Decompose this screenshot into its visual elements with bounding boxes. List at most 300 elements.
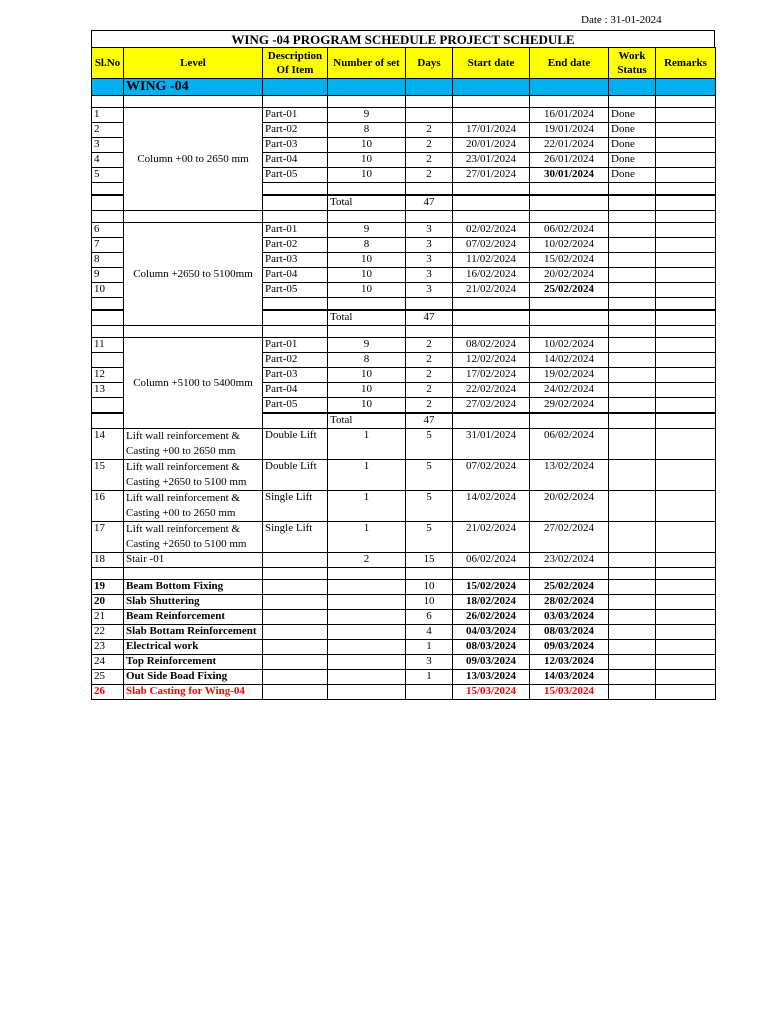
empty-cell (124, 568, 263, 580)
empty-cell (453, 568, 530, 580)
remarks-cell (656, 640, 716, 655)
work-status-cell (609, 223, 656, 238)
table-row (92, 108, 716, 123)
empty-cell (92, 326, 124, 338)
days-cell: 6 (406, 610, 453, 625)
empty-cell (530, 413, 609, 429)
empty-cell (328, 326, 406, 338)
start-date-cell: 18/02/2024 (453, 595, 530, 610)
number-of-set-cell: 8 (328, 353, 406, 368)
slab-row (92, 595, 716, 610)
remarks-cell (656, 491, 716, 522)
sl-no-cell: 26 (92, 685, 124, 700)
empty-cell (328, 568, 406, 580)
description-cell: Part-01 (263, 338, 328, 353)
remarks-cell (656, 123, 716, 138)
sl-no-cell: 10 (92, 283, 124, 298)
number-of-set-cell: 10 (328, 368, 406, 383)
start-date-cell: 07/02/2024 (453, 460, 530, 491)
remarks-cell (656, 283, 716, 298)
days-cell: 5 (406, 522, 453, 553)
level-cell: Column +00 to 2650 mm (124, 108, 263, 211)
start-date-cell: 21/02/2024 (453, 522, 530, 553)
description-cell: Part-04 (263, 268, 328, 283)
empty-cell (124, 326, 263, 338)
work-status-cell (609, 625, 656, 640)
empty-cell (406, 568, 453, 580)
days-cell: 5 (406, 491, 453, 522)
description-cell: Part-02 (263, 123, 328, 138)
end-date-cell: 28/02/2024 (530, 595, 609, 610)
lift-row (92, 460, 716, 491)
number-of-set-cell: 10 (328, 138, 406, 153)
total-label: Total (328, 413, 406, 429)
level-cell: Top Reinforcement (124, 655, 263, 670)
level-cell: Lift wall reinforcement & Casting +2650 to 5100 mm (124, 460, 263, 491)
sl-no-cell (92, 353, 124, 368)
header-start-date: Start date (453, 48, 530, 79)
sl-no-cell: 19 (92, 580, 124, 595)
days-cell: 5 (406, 429, 453, 460)
end-date-cell: 25/02/2024 (530, 580, 609, 595)
remarks-cell (656, 223, 716, 238)
empty-cell (453, 183, 530, 196)
work-status-cell (609, 253, 656, 268)
level-cell: Electrical work (124, 640, 263, 655)
description-cell: Single Lift (263, 491, 328, 522)
level-cell: Lift wall reinforcement & Casting +00 to 2650 mm (124, 429, 263, 460)
empty-cell (263, 310, 328, 326)
sheet-title: WING -04 PROGRAM SCHEDULE PROJECT SCHEDULE (91, 30, 715, 47)
slab-row (92, 625, 716, 640)
number-of-set-cell (328, 610, 406, 625)
start-date-cell: 06/02/2024 (453, 553, 530, 568)
empty-cell (530, 326, 609, 338)
sl-no-cell: 2 (92, 123, 124, 138)
end-date-cell: 23/02/2024 (530, 553, 609, 568)
empty-cell (453, 211, 530, 223)
work-status-cell (609, 383, 656, 398)
number-of-set-cell: 8 (328, 123, 406, 138)
sl-no-cell: 9 (92, 268, 124, 283)
end-date-cell: 15/02/2024 (530, 253, 609, 268)
end-date-cell: 25/02/2024 (530, 283, 609, 298)
sl-no-cell: 8 (92, 253, 124, 268)
number-of-set-cell: 10 (328, 253, 406, 268)
days-cell: 2 (406, 138, 453, 153)
work-status-cell (609, 283, 656, 298)
schedule-sheet (91, 30, 715, 700)
level-cell: Slab Casting for Wing-04 (124, 685, 263, 700)
end-date-cell: 16/01/2024 (530, 108, 609, 123)
remarks-cell (656, 138, 716, 153)
sl-no-cell: 12 (92, 368, 124, 383)
spacer-row (92, 96, 716, 108)
description-cell: Double Lift (263, 460, 328, 491)
end-date-cell: 10/02/2024 (530, 238, 609, 253)
start-date-cell: 04/03/2024 (453, 625, 530, 640)
description-cell (263, 625, 328, 640)
wing-row (92, 79, 716, 96)
empty-cell (263, 96, 328, 108)
level-cell: Lift wall reinforcement & Casting +00 to 2650 mm (124, 491, 263, 522)
days-cell: 2 (406, 168, 453, 183)
days-cell: 3 (406, 283, 453, 298)
work-status-cell (609, 553, 656, 568)
total-value: 47 (406, 195, 453, 211)
empty-cell (453, 413, 530, 429)
empty-cell (609, 326, 656, 338)
end-date-cell: 08/03/2024 (530, 625, 609, 640)
header-remarks: Remarks (656, 48, 716, 79)
number-of-set-cell: 8 (328, 238, 406, 253)
spacer-row (92, 568, 716, 580)
work-status-cell (609, 610, 656, 625)
number-of-set-cell: 1 (328, 491, 406, 522)
work-status-cell (609, 268, 656, 283)
end-date-cell: 19/02/2024 (530, 368, 609, 383)
number-of-set-cell: 1 (328, 429, 406, 460)
start-date-cell: 08/02/2024 (453, 338, 530, 353)
days-cell: 1 (406, 640, 453, 655)
start-date-cell: 22/02/2024 (453, 383, 530, 398)
number-of-set-cell (328, 640, 406, 655)
days-cell: 3 (406, 253, 453, 268)
level-cell: Beam Reinforcement (124, 610, 263, 625)
start-date-cell: 27/02/2024 (453, 398, 530, 414)
work-status-cell (609, 491, 656, 522)
empty-cell (92, 310, 124, 326)
description-cell: Part-03 (263, 253, 328, 268)
empty-cell (453, 195, 530, 211)
days-cell: 3 (406, 655, 453, 670)
start-date-cell: 16/02/2024 (453, 268, 530, 283)
empty-cell (609, 413, 656, 429)
sl-no-cell: 1 (92, 108, 124, 123)
start-date-cell: 07/02/2024 (453, 238, 530, 253)
description-cell (263, 655, 328, 670)
empty-cell (656, 211, 716, 223)
number-of-set-cell: 10 (328, 383, 406, 398)
description-cell (263, 670, 328, 685)
empty-cell (609, 310, 656, 326)
empty-cell (263, 195, 328, 211)
start-date-cell: 12/02/2024 (453, 353, 530, 368)
work-status-cell (609, 655, 656, 670)
description-cell: Part-02 (263, 238, 328, 253)
empty-cell (124, 211, 263, 223)
empty-cell (530, 183, 609, 196)
end-date-cell: 12/03/2024 (530, 655, 609, 670)
empty-cell (453, 326, 530, 338)
sl-no-cell: 13 (92, 383, 124, 398)
empty-cell (530, 96, 609, 108)
days-cell: 15 (406, 553, 453, 568)
work-status-cell (609, 338, 656, 353)
remarks-cell (656, 553, 716, 568)
start-date-cell: 17/02/2024 (453, 368, 530, 383)
days-cell: 2 (406, 383, 453, 398)
header-work-status: Work Status (609, 48, 656, 79)
slab-casting-row (92, 685, 716, 700)
sl-no-cell: 24 (92, 655, 124, 670)
end-date-cell: 14/03/2024 (530, 670, 609, 685)
empty-cell (406, 211, 453, 223)
work-status-cell (609, 429, 656, 460)
empty-cell (609, 298, 656, 311)
empty-cell (656, 568, 716, 580)
empty-cell (263, 413, 328, 429)
description-cell: Part-03 (263, 138, 328, 153)
remarks-cell (656, 610, 716, 625)
start-date-cell: 13/03/2024 (453, 670, 530, 685)
table-row (92, 338, 716, 353)
empty-cell (406, 326, 453, 338)
description-cell: Part-05 (263, 168, 328, 183)
work-status-cell (609, 522, 656, 553)
work-status-cell (609, 685, 656, 700)
end-date-cell: 29/02/2024 (530, 398, 609, 414)
sl-no-cell: 7 (92, 238, 124, 253)
work-status-cell (609, 368, 656, 383)
level-cell: Beam Bottom Fixing (124, 580, 263, 595)
end-date-cell: 06/02/2024 (530, 223, 609, 238)
description-cell: Part-04 (263, 383, 328, 398)
empty-cell (92, 96, 124, 108)
end-date-cell: 15/03/2024 (530, 685, 609, 700)
work-status-cell: Done (609, 108, 656, 123)
description-cell: Part-05 (263, 283, 328, 298)
remarks-cell (656, 655, 716, 670)
level-cell: Out Side Boad Fixing (124, 670, 263, 685)
description-cell (263, 580, 328, 595)
remarks-cell (656, 595, 716, 610)
description-cell (263, 640, 328, 655)
empty-cell (656, 310, 716, 326)
days-cell: 2 (406, 368, 453, 383)
sl-no-cell: 4 (92, 153, 124, 168)
slab-row (92, 610, 716, 625)
header-description: Description Of Item (263, 48, 328, 79)
remarks-cell (656, 253, 716, 268)
number-of-set-cell: 9 (328, 223, 406, 238)
level-cell: Lift wall reinforcement & Casting +2650 to 5100 mm (124, 522, 263, 553)
empty-cell (263, 568, 328, 580)
remarks-cell (656, 338, 716, 353)
days-cell: 2 (406, 398, 453, 414)
level-cell: Stair -01 (124, 553, 263, 568)
number-of-set-cell (328, 625, 406, 640)
end-date-cell: 26/01/2024 (530, 153, 609, 168)
slab-row (92, 670, 716, 685)
number-of-set-cell: 9 (328, 338, 406, 353)
remarks-cell (656, 429, 716, 460)
empty-cell (92, 195, 124, 211)
days-cell: 3 (406, 238, 453, 253)
empty-cell (92, 413, 124, 429)
empty-cell (609, 183, 656, 196)
sl-no-cell: 22 (92, 625, 124, 640)
days-cell: 2 (406, 338, 453, 353)
total-value: 47 (406, 310, 453, 326)
sl-no-cell: 16 (92, 491, 124, 522)
empty-cell (656, 195, 716, 211)
empty-cell (656, 298, 716, 311)
remarks-cell (656, 670, 716, 685)
slab-row (92, 580, 716, 595)
number-of-set-cell: 1 (328, 460, 406, 491)
description-cell: Part-02 (263, 353, 328, 368)
end-date-cell: 20/02/2024 (530, 268, 609, 283)
work-status-cell (609, 353, 656, 368)
empty-cell (328, 183, 406, 196)
end-date-cell: 13/02/2024 (530, 460, 609, 491)
end-date-cell: 06/02/2024 (530, 429, 609, 460)
work-status-cell (609, 640, 656, 655)
empty-cell (92, 298, 124, 311)
start-date-cell: 14/02/2024 (453, 491, 530, 522)
sl-no-cell (92, 398, 124, 414)
sl-no-cell: 25 (92, 670, 124, 685)
end-date-cell: 27/02/2024 (530, 522, 609, 553)
remarks-cell (656, 353, 716, 368)
remarks-cell (656, 168, 716, 183)
empty-cell (263, 211, 328, 223)
days-cell: 10 (406, 580, 453, 595)
lift-row (92, 491, 716, 522)
end-date-cell: 14/02/2024 (530, 353, 609, 368)
header-end-date: End date (530, 48, 609, 79)
slab-row (92, 655, 716, 670)
number-of-set-cell: 2 (328, 553, 406, 568)
description-cell: Single Lift (263, 522, 328, 553)
days-cell: 1 (406, 670, 453, 685)
empty-cell (406, 183, 453, 196)
remarks-cell (656, 685, 716, 700)
remarks-cell (656, 398, 716, 414)
start-date-cell: 23/01/2024 (453, 153, 530, 168)
schedule-table (91, 47, 716, 700)
header-days: Days (406, 48, 453, 79)
start-date-cell: 21/02/2024 (453, 283, 530, 298)
empty-cell (263, 183, 328, 196)
empty-cell (530, 310, 609, 326)
empty-cell (609, 568, 656, 580)
number-of-set-cell (328, 670, 406, 685)
description-cell (263, 685, 328, 700)
number-of-set-cell: 10 (328, 168, 406, 183)
end-date-cell: 22/01/2024 (530, 138, 609, 153)
empty-cell (328, 211, 406, 223)
description-cell: Part-01 (263, 108, 328, 123)
sl-no-cell: 11 (92, 338, 124, 353)
level-cell: Column +5100 to 5400mm (124, 338, 263, 429)
empty-cell (530, 568, 609, 580)
remarks-cell (656, 522, 716, 553)
number-of-set-cell (328, 655, 406, 670)
empty-cell (656, 326, 716, 338)
empty-cell (328, 298, 406, 311)
remarks-cell (656, 383, 716, 398)
description-cell: Part-03 (263, 368, 328, 383)
empty-cell (656, 413, 716, 429)
start-date-cell: 11/02/2024 (453, 253, 530, 268)
empty-cell (263, 298, 328, 311)
empty-cell (453, 96, 530, 108)
schedule-body (92, 48, 716, 700)
stair-row (92, 553, 716, 568)
days-cell: 3 (406, 268, 453, 283)
empty-cell (656, 183, 716, 196)
days-cell: 2 (406, 153, 453, 168)
empty-cell (124, 96, 263, 108)
sl-no-cell: 23 (92, 640, 124, 655)
number-of-set-cell: 10 (328, 268, 406, 283)
start-date-cell: 17/01/2024 (453, 123, 530, 138)
days-cell: 2 (406, 353, 453, 368)
days-cell: 3 (406, 223, 453, 238)
remarks-cell (656, 238, 716, 253)
header-number-of-set: Number of set (328, 48, 406, 79)
header-level: Level (124, 48, 263, 79)
remarks-cell (656, 153, 716, 168)
sl-no-cell: 6 (92, 223, 124, 238)
empty-cell (92, 183, 124, 196)
work-status-cell (609, 580, 656, 595)
empty-cell (609, 211, 656, 223)
work-status-cell: Done (609, 138, 656, 153)
start-date-cell: 08/03/2024 (453, 640, 530, 655)
table-row (92, 223, 716, 238)
empty-cell (92, 568, 124, 580)
days-cell: 10 (406, 595, 453, 610)
empty-cell (530, 211, 609, 223)
total-label: Total (328, 310, 406, 326)
number-of-set-cell: 10 (328, 283, 406, 298)
sl-no-cell: 15 (92, 460, 124, 491)
header-slno: Sl.No (92, 48, 124, 79)
lift-row (92, 522, 716, 553)
description-cell: Part-05 (263, 398, 328, 414)
end-date-cell: 19/01/2024 (530, 123, 609, 138)
number-of-set-cell: 9 (328, 108, 406, 123)
number-of-set-cell: 10 (328, 398, 406, 414)
start-date-cell (453, 108, 530, 123)
level-cell: Slab Bottam Reinforcement (124, 625, 263, 640)
remarks-cell (656, 460, 716, 491)
sl-no-cell: 3 (92, 138, 124, 153)
sl-no-cell: 21 (92, 610, 124, 625)
work-status-cell: Done (609, 123, 656, 138)
empty-cell (656, 96, 716, 108)
start-date-cell: 15/03/2024 (453, 685, 530, 700)
start-date-cell: 09/03/2024 (453, 655, 530, 670)
sl-no-cell: 5 (92, 168, 124, 183)
work-status-cell (609, 460, 656, 491)
level-cell: Column +2650 to 5100mm (124, 223, 263, 326)
days-cell (406, 685, 453, 700)
work-status-cell: Done (609, 153, 656, 168)
start-date-cell: 02/02/2024 (453, 223, 530, 238)
empty-cell (453, 298, 530, 311)
remarks-cell (656, 368, 716, 383)
end-date-cell: 09/03/2024 (530, 640, 609, 655)
number-of-set-cell (328, 595, 406, 610)
days-cell: 2 (406, 123, 453, 138)
spacer-row (92, 326, 716, 338)
remarks-cell (656, 268, 716, 283)
sl-no-cell: 18 (92, 553, 124, 568)
